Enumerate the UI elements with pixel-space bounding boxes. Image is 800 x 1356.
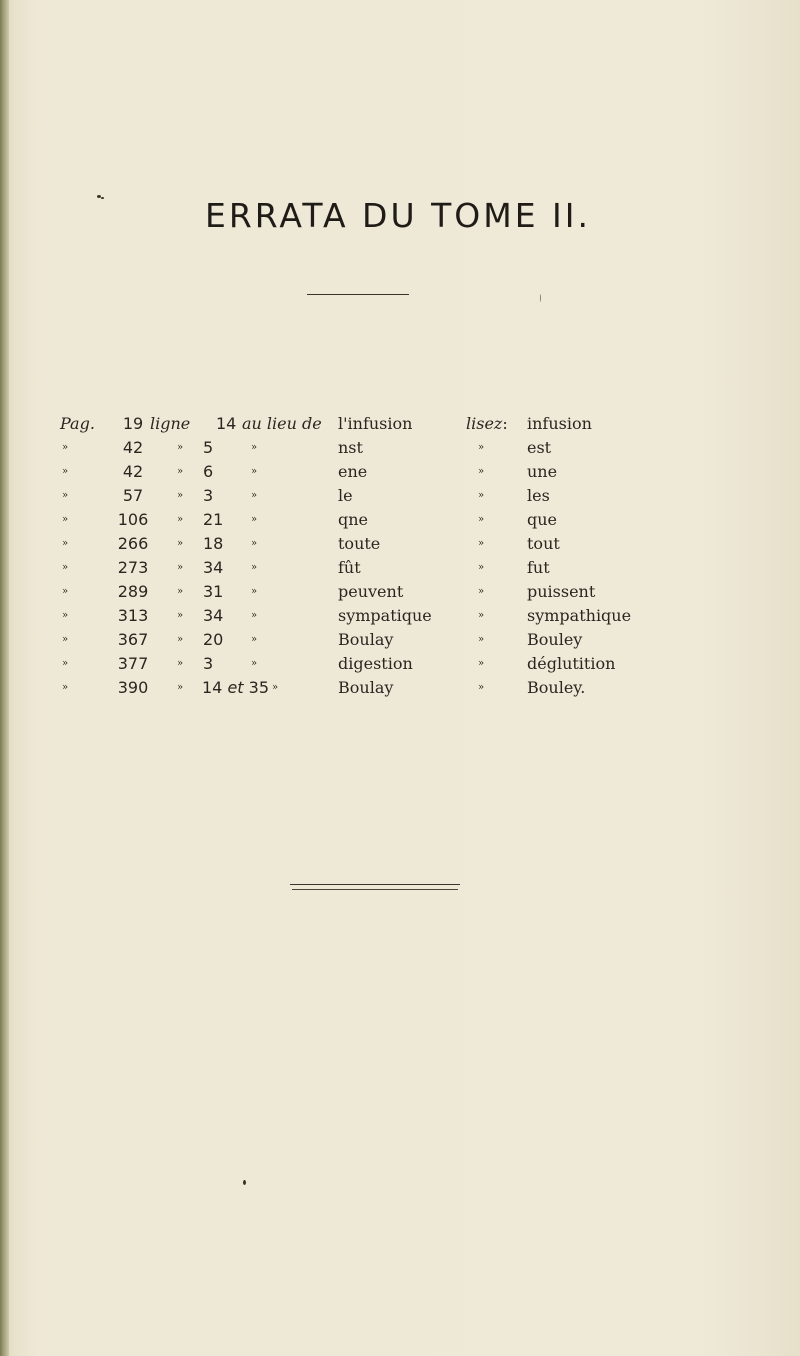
table-row	[0, 676, 800, 700]
ditto-mark: »	[62, 466, 69, 477]
page-number: 106	[117, 510, 149, 529]
corrected-text: que	[527, 510, 558, 529]
line-number: 21	[203, 510, 224, 529]
erroneous-text: Boulay	[338, 630, 394, 649]
ditto-mark: »	[177, 538, 184, 549]
ditto-mark: »	[177, 658, 184, 669]
ditto-mark: »	[478, 514, 485, 525]
title-divider	[307, 294, 409, 295]
ditto-mark: »	[478, 610, 485, 621]
line-number: 3	[203, 486, 214, 505]
ditto-mark: »	[478, 466, 485, 477]
ditto-mark: »	[177, 442, 184, 453]
pag-label: Pag.	[60, 414, 95, 433]
ditto-mark: »	[62, 634, 69, 645]
line-number: 6	[203, 462, 214, 481]
ditto-mark: »	[478, 586, 485, 597]
erroneous-text: peuvent	[338, 582, 404, 601]
page-number: 19	[122, 414, 144, 433]
ditto-mark: »	[251, 490, 258, 501]
erroneous-text: toute	[338, 534, 381, 553]
ditto-mark: »	[62, 490, 69, 501]
erroneous-text: fût	[338, 558, 361, 577]
ditto-mark: »	[478, 658, 485, 669]
table-row	[0, 508, 800, 532]
erroneous-text: le	[338, 486, 353, 505]
ditto-mark: »	[177, 634, 184, 645]
corrected-text: Bouley.	[527, 678, 586, 697]
table-row	[0, 436, 800, 460]
ditto-mark: »	[251, 586, 258, 597]
ditto-mark: »	[177, 586, 184, 597]
ditto-mark: »	[478, 490, 485, 501]
erroneous-text: qne	[338, 510, 369, 529]
ditto-mark: »	[251, 634, 258, 645]
line-number-a: 14	[202, 678, 223, 697]
ink-speck	[540, 294, 541, 302]
table-row	[0, 484, 800, 508]
corrected-text: déglutition	[527, 654, 616, 673]
page-number: 57	[122, 486, 144, 505]
ditto-mark: »	[177, 682, 184, 693]
erroneous-text: sympatique	[338, 606, 432, 625]
table-row	[0, 412, 800, 436]
lisez-label	[466, 412, 508, 436]
closing-divider-second	[292, 889, 458, 890]
ditto-mark: »	[62, 658, 69, 669]
table-row	[0, 460, 800, 484]
erroneous-text: Boulay	[338, 678, 394, 697]
page-number: 266	[117, 534, 149, 553]
ditto-mark: »	[177, 562, 184, 573]
erroneous-text: digestion	[338, 654, 413, 673]
ditto-mark: »	[478, 562, 485, 573]
closing-divider	[290, 884, 460, 885]
ditto-mark: »	[251, 466, 258, 477]
corrected-text: Bouley	[527, 630, 583, 649]
ditto-mark: »	[272, 682, 279, 693]
table-row	[0, 628, 800, 652]
corrected-text: puissent	[527, 582, 596, 601]
colon: :	[502, 414, 508, 433]
ditto-mark: »	[478, 538, 485, 549]
corrected-text: tout	[527, 534, 560, 553]
corrected-text: infusion	[527, 414, 592, 433]
corrected-text: fut	[527, 558, 550, 577]
ditto-mark: »	[62, 682, 69, 693]
ditto-mark: »	[478, 682, 485, 693]
table-row	[0, 652, 800, 676]
line-number: 20	[203, 630, 224, 649]
page-title: ERRATA DU TOME II.	[205, 196, 591, 235]
page-number: 273	[117, 558, 149, 577]
table-row	[0, 604, 800, 628]
table-row	[0, 580, 800, 604]
ditto-mark: »	[62, 586, 69, 597]
lisez-word: lisez	[466, 414, 503, 433]
line-number: 34	[203, 606, 224, 625]
ligne-label: ligne	[150, 414, 191, 433]
ditto-mark: »	[177, 610, 184, 621]
ditto-mark: »	[251, 658, 258, 669]
corrected-text: une	[527, 462, 558, 481]
erroneous-text: ene	[338, 462, 368, 481]
ditto-mark: »	[62, 562, 69, 573]
line-number: 3	[203, 654, 214, 673]
page-number: 390	[117, 678, 149, 697]
line-number: 5	[203, 438, 214, 457]
ditto-mark: »	[62, 610, 69, 621]
ditto-mark: »	[478, 442, 485, 453]
line-number	[202, 676, 270, 700]
au-lieu-label: au lieu de	[242, 414, 322, 433]
ditto-mark: »	[177, 490, 184, 501]
page-number: 42	[122, 462, 144, 481]
page-number: 377	[117, 654, 149, 673]
line-number-b: 35	[248, 678, 270, 697]
ditto-mark: »	[251, 562, 258, 573]
ink-speck	[243, 1180, 246, 1185]
erroneous-text: l'infusion	[338, 414, 413, 433]
ditto-mark: »	[177, 514, 184, 525]
ditto-mark: »	[251, 442, 258, 453]
line-number: 18	[203, 534, 224, 553]
ditto-mark: »	[62, 538, 69, 549]
page-number: 367	[117, 630, 149, 649]
ditto-mark: »	[62, 442, 69, 453]
table-row	[0, 556, 800, 580]
corrected-text: sympathique	[527, 606, 632, 625]
line-number: 34	[203, 558, 224, 577]
ditto-mark: »	[251, 514, 258, 525]
ditto-mark: »	[251, 610, 258, 621]
page-number: 289	[117, 582, 149, 601]
erroneous-text: nst	[338, 438, 363, 457]
page-number: 42	[122, 438, 144, 457]
ditto-mark: »	[177, 466, 184, 477]
ditto-mark: »	[478, 634, 485, 645]
page-number: 313	[117, 606, 149, 625]
line-number: 31	[203, 582, 224, 601]
et-word: et	[227, 678, 244, 697]
line-number: 14	[216, 414, 237, 433]
ditto-mark: »	[62, 514, 69, 525]
ditto-mark: »	[251, 538, 258, 549]
corrected-text: les	[527, 486, 550, 505]
table-row	[0, 532, 800, 556]
corrected-text: est	[527, 438, 552, 457]
